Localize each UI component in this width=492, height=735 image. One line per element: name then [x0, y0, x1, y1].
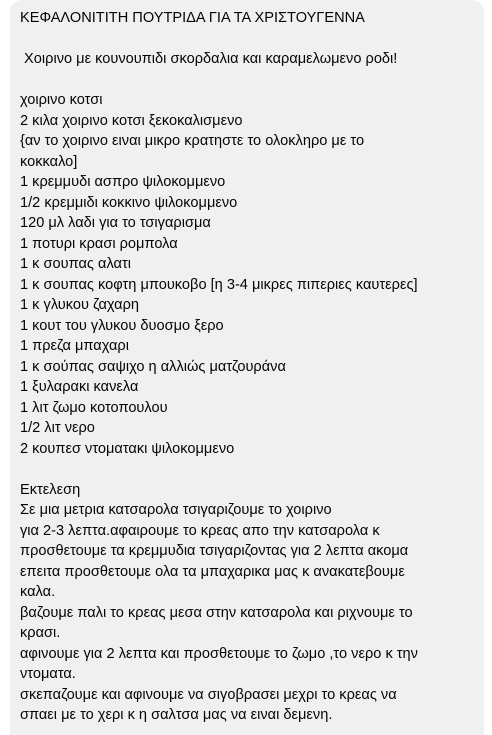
ingredient-line: 1 κ σούπας σαψιχο η αλλιώς ματζουράνα — [20, 358, 286, 375]
ingredient-line: 1 ξυλαρακι κανελα — [20, 379, 139, 395]
blank-line — [20, 70, 484, 91]
ingredient-line: κοκκαλο] — [20, 153, 78, 170]
method-line: αφινουμε για 2 λεπτα και προσθετουμε το ζωμο ,το νερο κ την — [20, 645, 418, 662]
method-line: καλα. — [20, 584, 56, 600]
ingredient-line: 1 λιτ ζωμο κοτοπουλου — [20, 399, 168, 416]
blank-line — [20, 459, 484, 480]
ingredient-line: 1/2 λιτ νερο — [20, 420, 95, 436]
method-line: Σε μια μετρια κατσαρολα τσιγαριζουμε το χοιρινο — [20, 502, 332, 518]
method-line: κρασι. — [20, 625, 61, 641]
method-heading: Εκτελεση — [20, 481, 81, 498]
method-line: βαζουμε παλι το κρεας μεσα στην κατσαρολα και ριχνουμε το — [20, 604, 413, 621]
method-line: ντοματα. — [20, 666, 76, 682]
recipe-subtitle: Χοιρινο με κουνουπιδι σκορδαλια και καραμελωμενο ροδι! — [20, 51, 398, 67]
ingredient-line: 120 μλ λαδι για το τσιγαρισμα — [20, 215, 211, 231]
ingredient-line: 1 πρεζα μπαχαρι — [20, 338, 129, 354]
method-line: επειτα προσθετουμε ολα τα μπαχαρικα μας κ ανακατεβουμε — [20, 563, 405, 580]
ingredient-line: 2 κιλα χοιρινο κοτσι ξεκοκαλισμενο — [20, 112, 243, 129]
recipe-title: ΚΕΦΑΛΟΝΙΤΙΤΗ ΠΟΥΤΡΙΔΑ ΓΙΑ ΤΑ ΧΡΙΣΤΟΥΓΕΝΝΑ — [20, 10, 365, 26]
ingredient-line: 1 κ γλυκου ζαχαρη — [20, 297, 140, 313]
ingredient-line: {αν το χοιρινο ειναι μικρο κρατηστε το ολοκληρο με το — [20, 133, 365, 149]
method-line: προσθετουμε τα κρεμμυδια τσιγαριζοντας για 2 λεπτα ακομα — [20, 543, 409, 559]
method-line: σκεπαζουμε και αφινουμε να σιγοβρασει μεχρι το κρεας να — [20, 686, 397, 703]
ingredient-line: 1 ποτυρι κρασι ρομπολα — [20, 235, 178, 252]
ingredients-heading: χοιρινο κοτσι — [20, 92, 103, 108]
method-line: σπαει με το χερι κ η σαλτσα μας να ειναι δεμενη. — [20, 707, 333, 723]
ingredient-line: 1 κρεμμυδι ασπρο ψιλοκομμενο — [20, 174, 226, 190]
ingredient-line: 1 κ σουπας αλατι — [20, 256, 131, 272]
ingredient-line: 1 κ σουπας κοφτη μπουκοβο [η 3-4 μικρες πιπεριες καυτερες] — [20, 276, 418, 293]
ingredient-line: 2 κουπεσ ντοματακι ψιλοκομμενο — [20, 440, 235, 457]
blank-line — [20, 29, 484, 50]
ingredient-line: 1 κουτ του γλυκου δυοσμο ξερο — [20, 317, 224, 334]
message-bubble — [10, 0, 484, 735]
ingredient-line: 1/2 κρεμμιδι κοκκινο ψιλοκομμενο — [20, 194, 238, 211]
method-line: για 2-3 λεπτα.αφαιρουμε το κρεας απο την κατσαρολα κ — [20, 522, 380, 539]
